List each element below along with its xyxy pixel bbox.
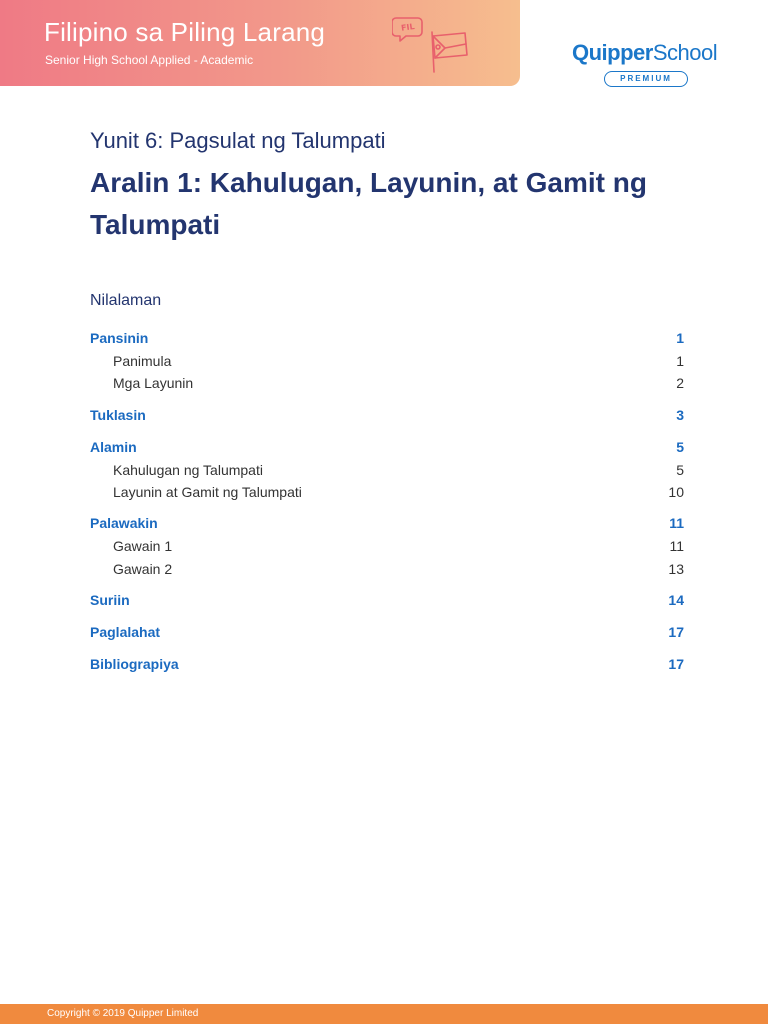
toc-item-layunin-gamit[interactable]: [90, 482, 684, 502]
toc-item-label: Mga Layunin: [113, 375, 194, 391]
toc-item-label: Bibliograpiya: [90, 656, 179, 672]
toc-item-label: Alamin: [90, 439, 137, 455]
fil-badge-text: FIL: [400, 21, 416, 33]
toc-item-page: 5: [676, 439, 684, 455]
toc-item-gawain-2[interactable]: [90, 559, 684, 579]
toc-item-label: Tuklasin: [90, 407, 146, 423]
toc-item-label: Pansinin: [90, 330, 149, 346]
toc-item-page: 13: [668, 561, 684, 577]
footer-bar: [0, 1004, 768, 1024]
toc-item-label: Paglalahat: [90, 624, 161, 640]
toc-item-page: 3: [676, 407, 684, 423]
toc-item-label: Gawain 2: [113, 561, 173, 577]
toc-item-page: 10: [668, 484, 684, 500]
brand-name-light: School: [652, 40, 718, 65]
lesson-title: Aralin 1: Kahulugan, Layunin, at Gamit ng Talumpati: [90, 167, 647, 240]
premium-badge: PREMIUM: [604, 71, 688, 87]
toc-item-label: Layunin at Gamit ng Talumpati: [113, 484, 302, 500]
quipper-school-logo: [572, 40, 732, 90]
toc-item-gawain-1[interactable]: [90, 536, 684, 556]
toc-item-alamin[interactable]: [90, 437, 684, 457]
toc-item-tuklasin[interactable]: [90, 405, 684, 425]
brand-name-bold: Quipper: [572, 40, 653, 65]
unit-title: Yunit 6: Pagsulat ng Talumpati: [90, 128, 386, 153]
toc-item-panimula[interactable]: [90, 351, 684, 371]
toc-item-paglalahat[interactable]: [90, 622, 684, 642]
toc-item-suriin[interactable]: [90, 590, 684, 610]
toc-item-label: Gawain 1: [113, 538, 173, 554]
fil-flag-icon: [392, 12, 472, 76]
toc-item-page: 2: [676, 375, 684, 391]
toc-item-page: 17: [668, 624, 684, 640]
toc-item-pansinin[interactable]: [90, 328, 684, 348]
course-subtitle: Senior High School Applied - Academic: [45, 53, 254, 67]
toc-item-page: 5: [676, 462, 684, 478]
toc-item-label: Panimula: [113, 353, 172, 369]
toc-item-label: Suriin: [90, 592, 130, 608]
toc-item-bibliograpiya[interactable]: [90, 654, 684, 674]
toc-item-page: 1: [676, 353, 684, 369]
toc-item-page: 1: [676, 330, 684, 346]
toc-item-page: 14: [668, 592, 684, 608]
toc-item-page: 11: [669, 538, 684, 554]
copyright-text: Copyright © 2019 Quipper Limited: [47, 1008, 199, 1019]
toc-item-palawakin[interactable]: [90, 513, 684, 533]
toc-item-page: 17: [668, 656, 684, 672]
toc-item-label: Palawakin: [90, 515, 158, 531]
toc-item-page: 11: [669, 515, 684, 531]
toc-item-label: Kahulugan ng Talumpati: [113, 462, 263, 478]
toc-heading: Nilalaman: [90, 292, 162, 309]
course-title: Filipino sa Piling Larang: [44, 17, 326, 47]
toc-item-mga-layunin[interactable]: [90, 373, 684, 393]
toc-item-kahulugan[interactable]: [90, 460, 684, 480]
